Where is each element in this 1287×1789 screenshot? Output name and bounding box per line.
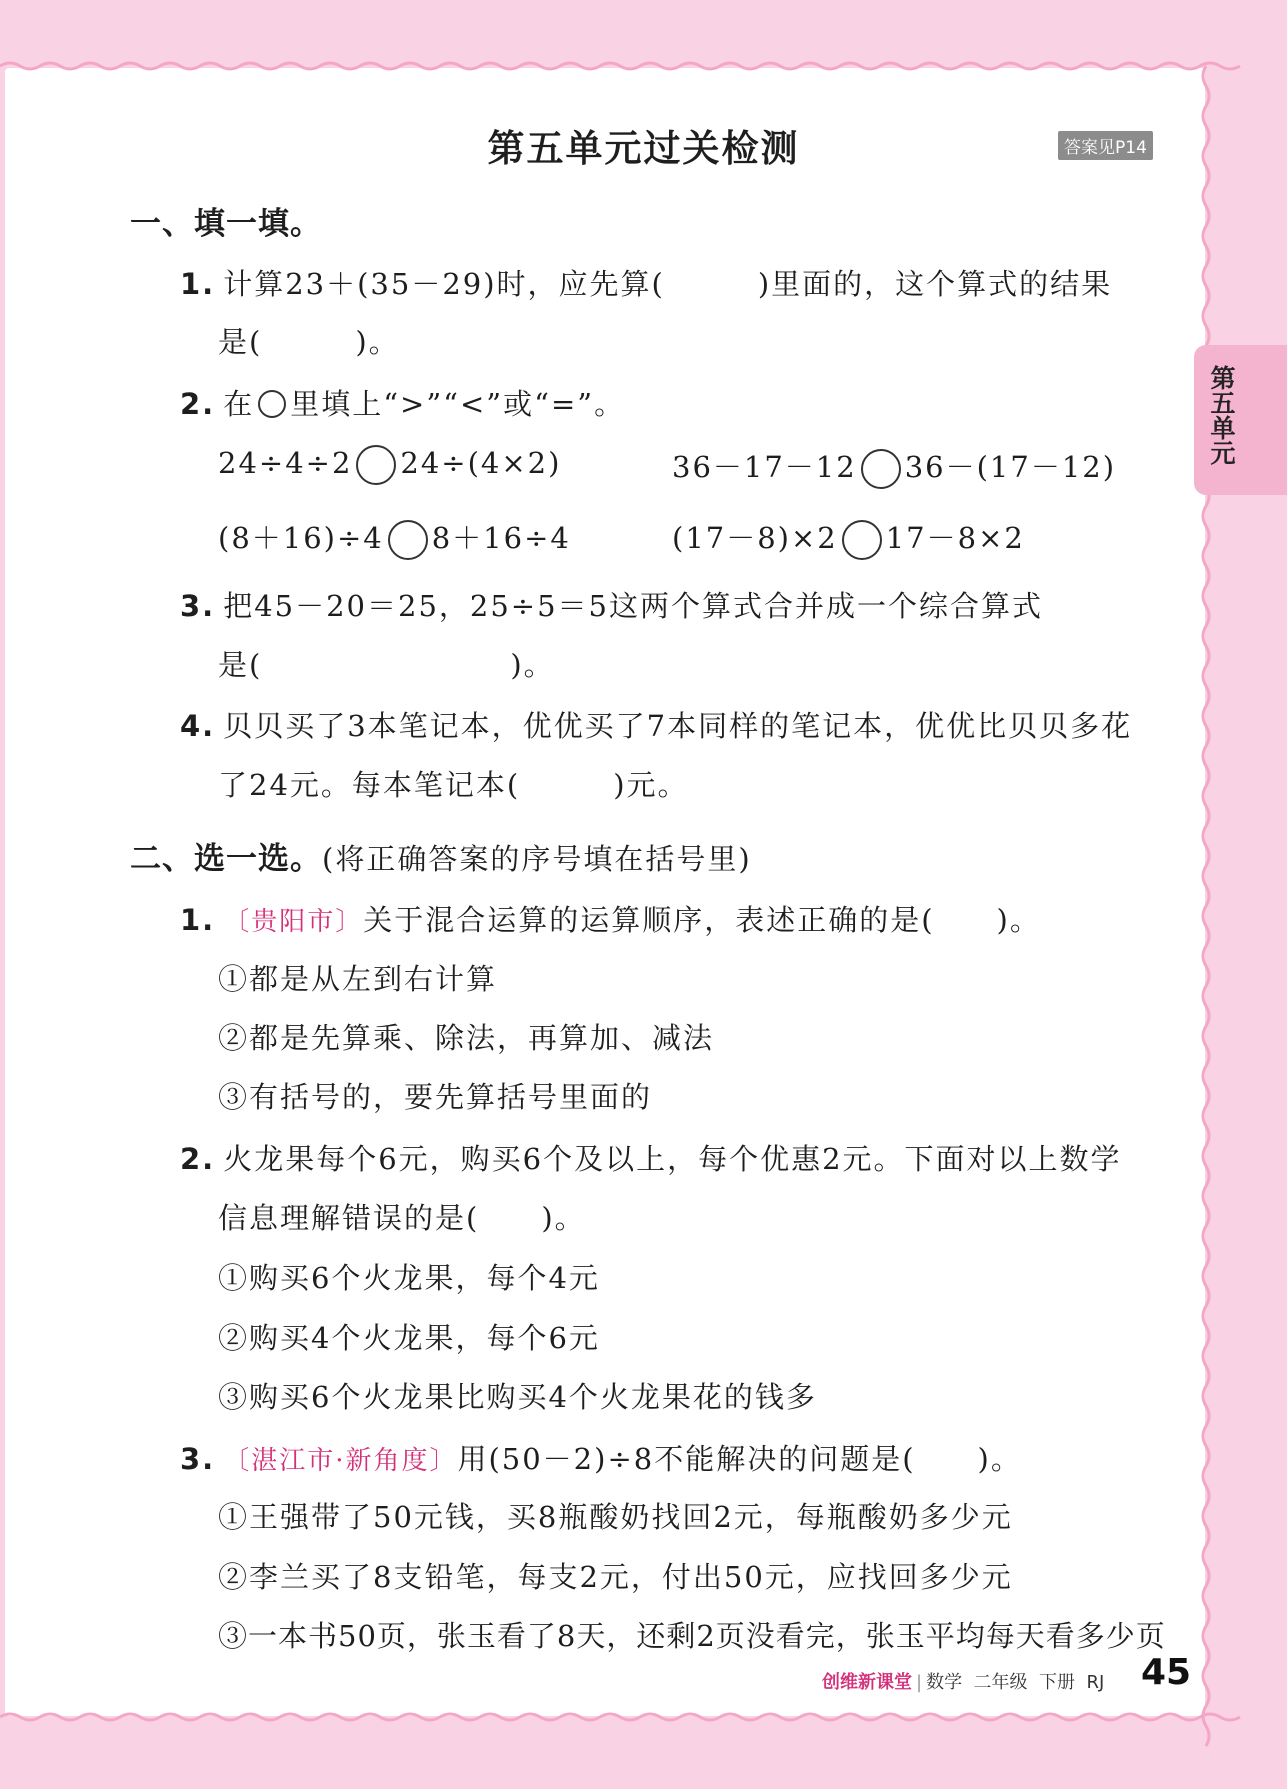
- option: ①都是从左到右计算: [218, 962, 498, 996]
- question-1-4-line2: 了24元。每本笔记本( )元。: [218, 768, 689, 802]
- source-tag: 〔贵阳市〕: [223, 907, 364, 937]
- compare-left: 36－17－12: [672, 450, 857, 484]
- question-number: 4.: [180, 709, 216, 743]
- question-2-2-line2: 信息理解错误的是( )。: [218, 1201, 586, 1235]
- question-1-3: [180, 584, 1043, 625]
- question-number: 2.: [180, 1142, 216, 1176]
- question-number: 3.: [180, 1442, 216, 1476]
- compare-right: 24÷(4×2): [400, 446, 562, 480]
- question-1-4: [180, 704, 1132, 745]
- question-text: 用(50－2)÷8不能解决的问题是( )。: [457, 1442, 1022, 1476]
- section-note: (将正确答案的序号填在括号里): [322, 842, 752, 876]
- option: ②李兰买了8支铅笔，每支2元，付出50元，应找回多少元: [218, 1560, 1013, 1594]
- compare-left: (17－8)×2: [672, 521, 838, 555]
- question-text: 贝贝买了3本笔记本，优优买了7本同样的笔记本，优优比贝贝多花: [223, 709, 1133, 743]
- compare-left: (8＋16)÷4: [218, 521, 384, 555]
- page-footer: 创维新课堂 | 数学 二年级 下册 RJ: [822, 1672, 1105, 1693]
- question-2-2: [180, 1137, 1122, 1178]
- option: ③购买6个火龙果比购买4个火龙果花的钱多: [218, 1380, 817, 1414]
- question-2-1: [180, 898, 1041, 939]
- question-text-post: 里填上“>”“<”或“=”。: [290, 387, 626, 421]
- question-2-3: [180, 1437, 1022, 1478]
- question-number: 2.: [180, 387, 216, 421]
- brand-name: 创维新课堂: [822, 1672, 912, 1693]
- compare-right: 17－8×2: [885, 521, 1025, 555]
- volume: 下册: [1038, 1672, 1075, 1693]
- compare-circle-icon: [258, 390, 286, 418]
- answer-reference-badge: 答案见P14: [1058, 131, 1153, 160]
- question-number: 1.: [180, 267, 216, 301]
- option: ③有括号的，要先算括号里面的: [218, 1080, 653, 1114]
- source-tag: 〔湛江市·新角度〕: [223, 1446, 458, 1476]
- question-text: 计算23＋(35－29)时，应先算( )里面的，这个算式的结果: [223, 267, 1113, 301]
- question-1-3-line2: 是( )。: [218, 648, 555, 682]
- edition: RJ: [1086, 1672, 1105, 1693]
- option: ③一本书50页，张玉看了8天，还剩2页没看完，张玉平均每天看多少页: [218, 1619, 1166, 1653]
- compare-right: 36－(17－12): [904, 450, 1117, 484]
- option: ②购买4个火龙果，每个6元: [218, 1321, 600, 1355]
- option: ②都是先算乘、除法，再算加、减法: [218, 1021, 715, 1055]
- question-number: 1.: [180, 903, 216, 937]
- question-1-2: [180, 382, 625, 423]
- compare-item-4: [672, 516, 1025, 560]
- section-2-heading: [130, 833, 752, 878]
- question-text: 关于混合运算的运算顺序，表述正确的是( )。: [363, 903, 1041, 937]
- subject: 数学: [926, 1672, 963, 1693]
- answer-circle[interactable]: [861, 449, 901, 489]
- answer-circle[interactable]: [842, 520, 882, 560]
- option: ①王强带了50元钱，买8瓶酸奶找回2元，每瓶酸奶多少元: [218, 1500, 1013, 1534]
- question-text: 把45－20＝25，25÷5＝5这两个算式合并成一个综合算式: [223, 589, 1044, 623]
- compare-item-3: [218, 516, 571, 560]
- question-number: 3.: [180, 589, 216, 623]
- compare-left: 24÷4÷2: [218, 446, 353, 480]
- answer-circle[interactable]: [388, 520, 428, 560]
- answer-circle[interactable]: [356, 445, 396, 485]
- compare-right: 8＋16÷4: [431, 521, 571, 555]
- grade: 二年级: [973, 1672, 1028, 1693]
- unit-side-tab-label: 第五单元: [1207, 365, 1236, 465]
- section-1-heading: 一、填一填。: [130, 206, 322, 242]
- page-number: 45: [1141, 1652, 1192, 1693]
- compare-item-1: [218, 445, 561, 485]
- question-text-pre: 在: [223, 387, 255, 421]
- page-title: 第五单元过关检测: [487, 127, 800, 170]
- section-title: 二、选一选。: [130, 841, 322, 877]
- option: ①购买6个火龙果，每个4元: [218, 1261, 600, 1295]
- compare-item-2: [672, 445, 1116, 489]
- question-text: 火龙果每个6元，购买6个及以上，每个优惠2元。下面对以上数学: [223, 1142, 1122, 1176]
- question-1-1-line2: 是( )。: [218, 325, 400, 359]
- question-1-1: [180, 262, 1112, 303]
